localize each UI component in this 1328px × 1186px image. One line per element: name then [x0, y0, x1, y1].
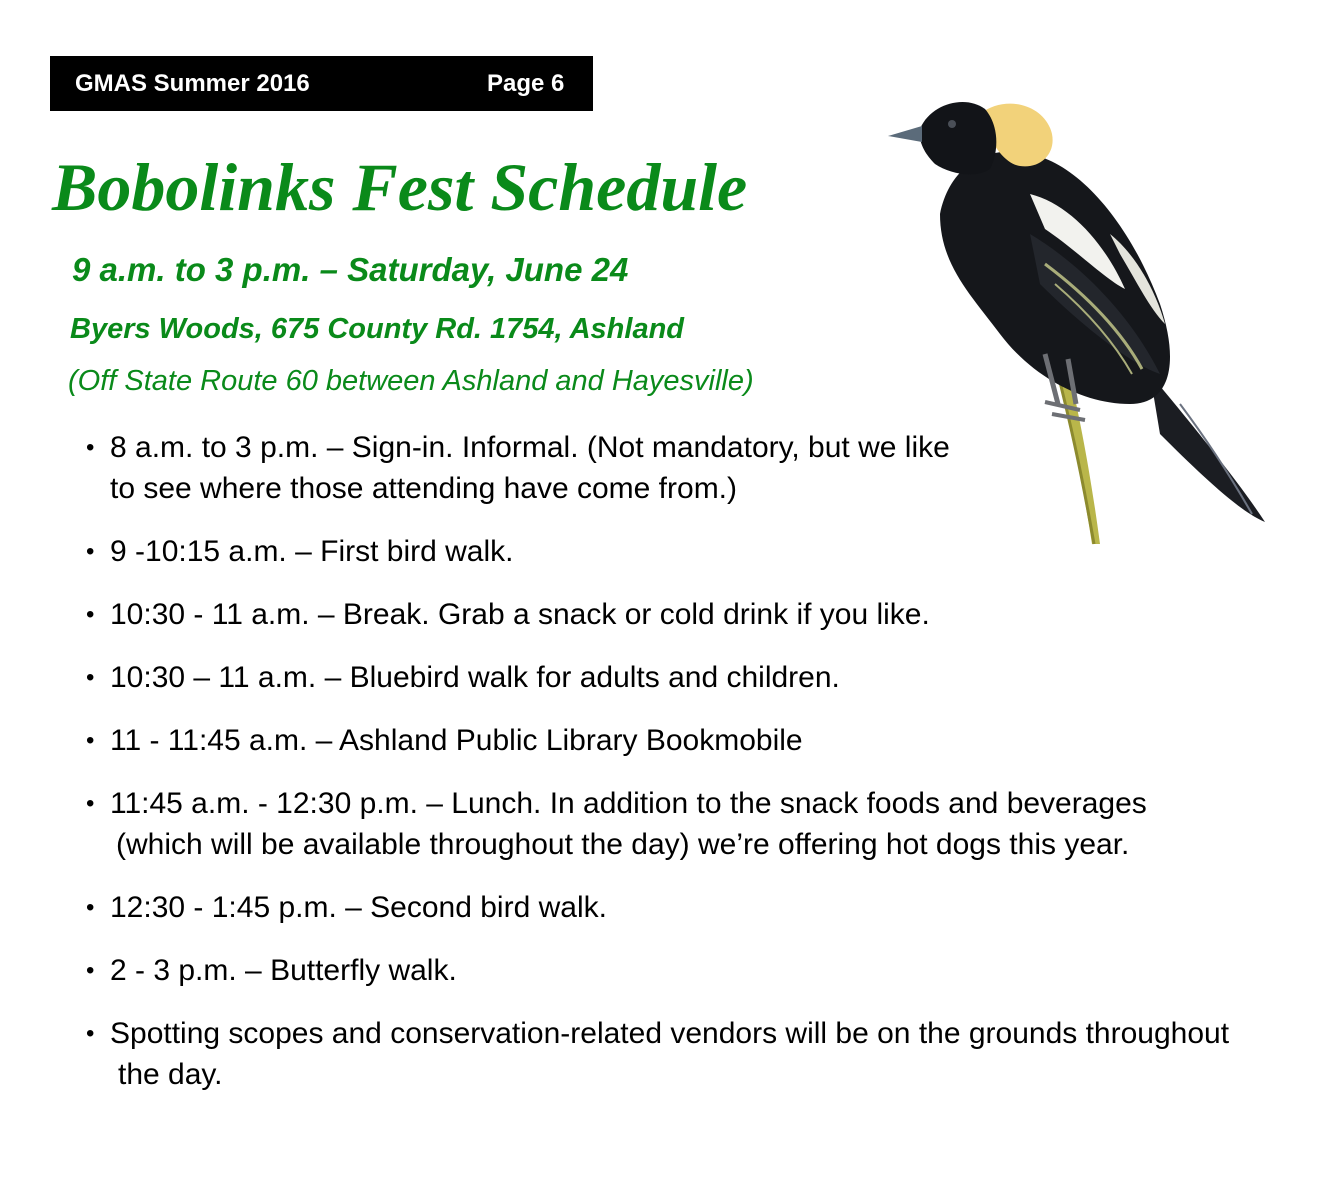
schedule-item-text: 9 -10:15 a.m. – First bird walk.	[110, 535, 514, 568]
bullet-icon: •	[86, 790, 95, 817]
bullet-icon: •	[86, 538, 95, 565]
schedule-item	[86, 720, 1286, 761]
event-directions: (Off State Route 60 between Ashland and Hayesville)	[68, 365, 754, 397]
bullet-icon: •	[86, 1020, 95, 1047]
schedule-item	[86, 887, 1286, 928]
newsletter-header-bar	[50, 56, 593, 111]
schedule-item-text: 2 - 3 p.m. – Butterfly walk.	[110, 954, 457, 987]
bullet-icon: •	[86, 434, 95, 461]
bullet-icon: •	[86, 601, 95, 628]
schedule-item-text: Spotting scopes and conservation-related vendors will be on the grounds throughout the day.	[110, 1017, 1230, 1091]
schedule-item-text: 11:45 a.m. - 12:30 p.m. – Lunch. In addition to the snack foods and beverages (which will be available throughout the day) we’re offering hot dogs this year.	[110, 787, 1147, 861]
bullet-icon: •	[86, 894, 95, 921]
bobolink-bird-illustration	[880, 74, 1280, 554]
schedule-item-text: 11 - 11:45 a.m. – Ashland Public Library Bookmobile	[110, 724, 803, 757]
schedule-item	[86, 657, 1286, 698]
schedule-item-text: 12:30 - 1:45 p.m. – Second bird walk.	[110, 891, 607, 924]
publication-name: GMAS Summer 2016	[75, 70, 310, 97]
page-title: Bobolinks Fest Schedule	[52, 149, 748, 225]
event-time-date: 9 a.m. to 3 p.m. – Saturday, June 24	[72, 251, 629, 288]
bullet-icon: •	[86, 727, 95, 754]
bullet-icon: •	[86, 957, 95, 984]
event-venue: Byers Woods, 675 County Rd. 1754, Ashland	[70, 313, 684, 345]
bullet-icon: •	[86, 664, 95, 691]
schedule-item	[86, 1013, 1286, 1095]
schedule-item-text: 10:30 – 11 a.m. – Bluebird walk for adults and children.	[110, 661, 840, 694]
schedule-item-text: 10:30 - 11 a.m. – Break. Grab a snack or cold drink if you like.	[110, 598, 930, 631]
schedule-item	[86, 594, 1286, 635]
page-number: Page 6	[487, 70, 565, 97]
schedule-item	[86, 950, 1286, 991]
schedule-item	[86, 783, 1286, 865]
schedule-item-text: 8 a.m. to 3 p.m. – Sign-in. Informal. (Not mandatory, but we like to see where those attending have come from.)	[110, 431, 950, 505]
